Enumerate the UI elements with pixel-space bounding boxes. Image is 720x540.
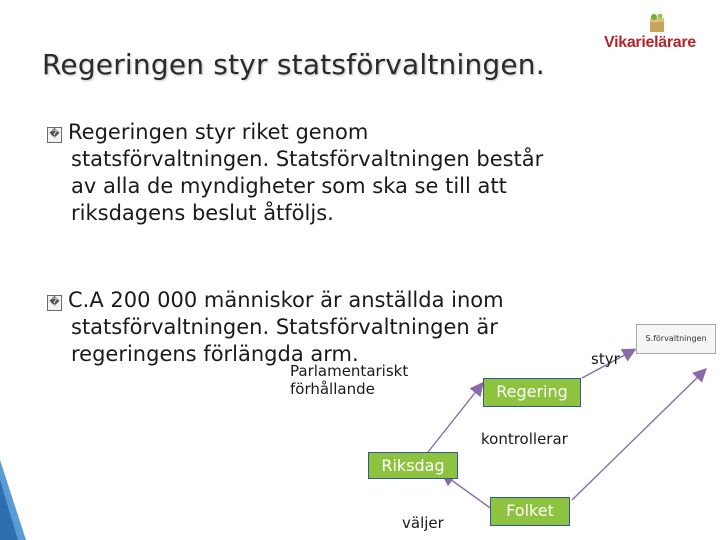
bullet-2-line-3: regeringens förlängda arm. [71,342,359,366]
arrow-folket-riksdag [443,474,493,510]
bullet-marker-icon: � [47,127,62,143]
bullet-1-line-3: av alla de myndigheter som ska se till att [71,174,507,198]
label-parlamentariskt-line-1: Parlamentariskt [290,362,409,380]
bullet-1-line-1: Regeringen styr riket genom [68,120,369,144]
node-riksdag: Riksdag [368,452,458,479]
arrow-riksdag-regering [428,384,482,452]
bullet-1-line-4: riksdagens beslut åtföljs. [71,201,334,225]
node-regering: Regering [483,378,581,407]
slide-title: Regeringen styr statsförvaltningen. [42,48,545,81]
arrow-folket-sforvaltningen [572,370,705,500]
label-parlamentariskt [290,362,408,398]
label-kontrollerar: kontrollerar [481,430,568,448]
logo-text: Vikarielärare [604,34,696,51]
label-styr: styr [591,350,620,368]
node-sforvaltningen: S.förvaltningen [636,324,716,354]
label-parlamentariskt-line-2: förhållande [290,380,375,398]
bullet-1-line-2: statsförvaltningen. Statsförvaltningen består [71,147,544,171]
bullet-marker-icon: � [47,295,62,311]
label-valjer: väljer [402,514,444,532]
bullet-2-line-2: statsförvaltningen. Statsförvaltningen är [71,315,498,339]
bullet-2-line-1: C.A 200 000 människor är anställda inom [68,288,504,312]
corner-decoration [0,460,30,540]
node-folket: Folket [490,497,570,526]
